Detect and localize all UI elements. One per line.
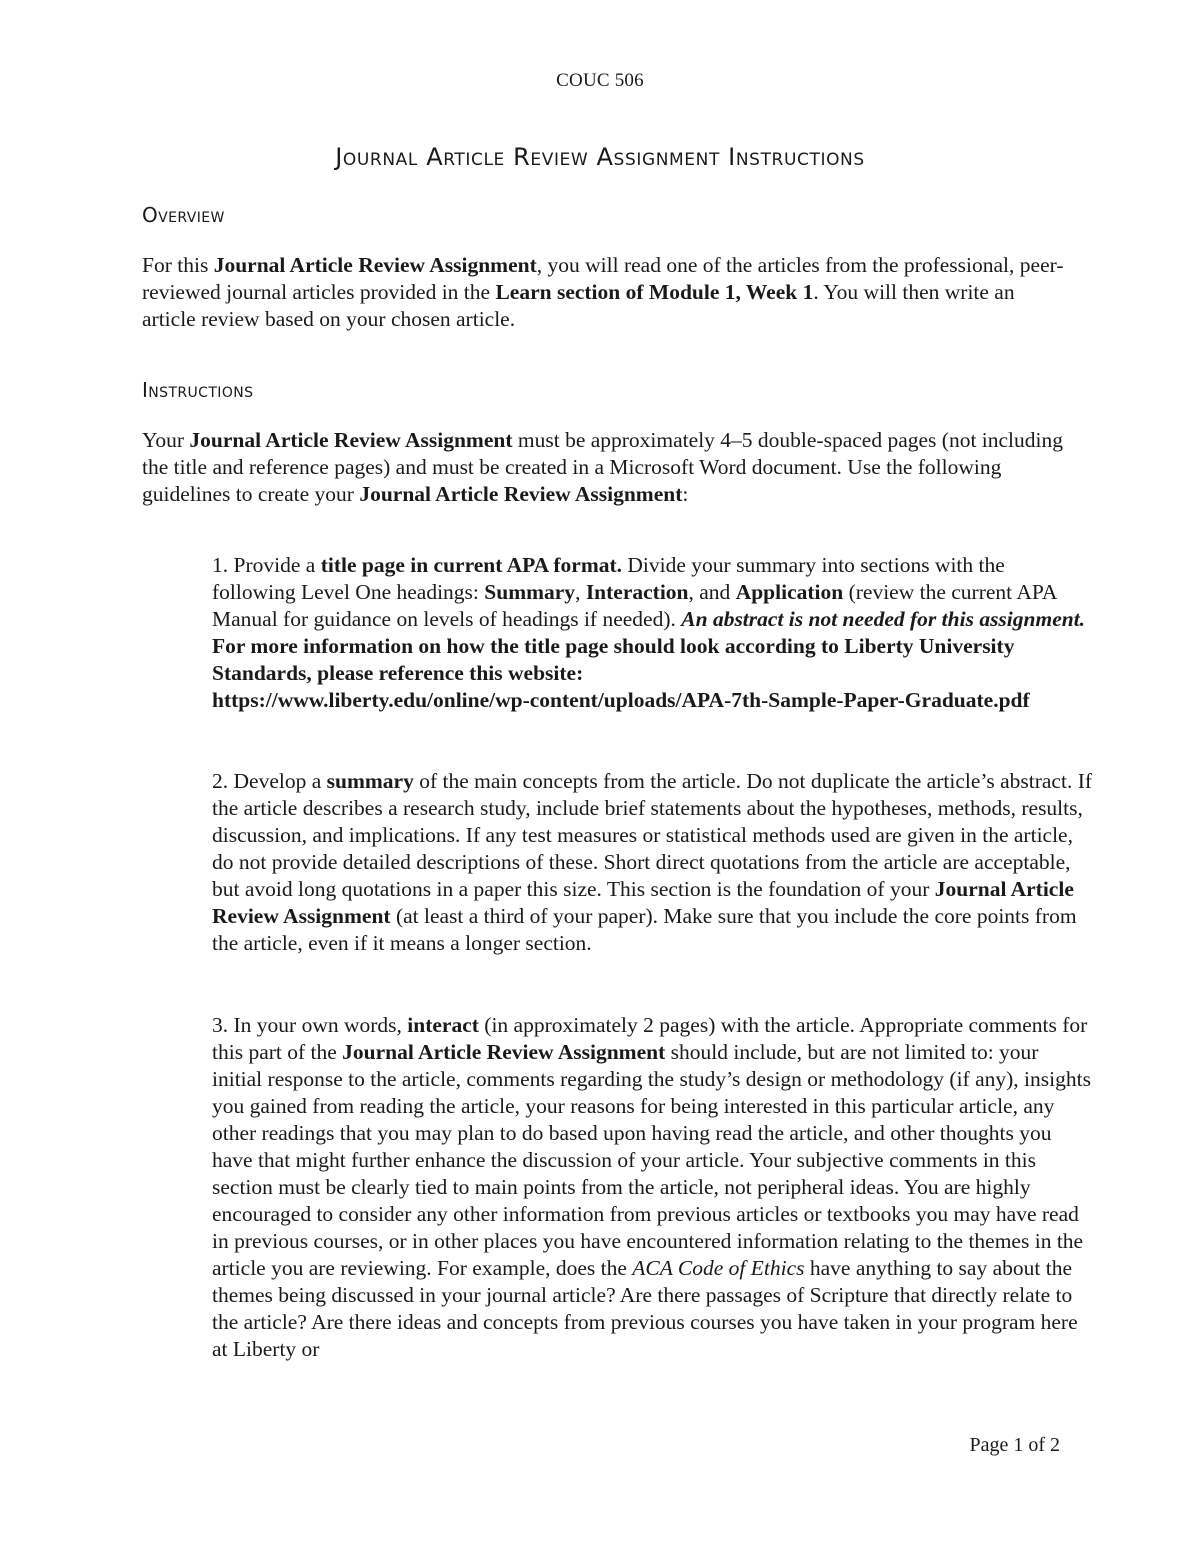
item-bold: interact: [407, 1013, 479, 1037]
item-text: 3. In your own words,: [212, 1013, 408, 1037]
instructions-text: must be approximately 4–5 double-spaced pages (not including the title and reference pages) and must be created in a Microsoft Word document. Use the following guidelines to create your: [142, 428, 1064, 506]
overview-paragraph: [142, 252, 1072, 333]
item-bold: title page in current APA format.: [320, 553, 623, 577]
instructions-heading: Instructions: [142, 378, 254, 402]
item-text: ,: [575, 580, 586, 604]
item-text: 2. Develop a: [212, 769, 327, 793]
instructions-text: :: [682, 482, 689, 506]
item-text: 1. Provide a: [212, 553, 321, 577]
instructions-bold-assignment: Journal Article Review Assignment: [189, 428, 513, 452]
instructions-text: Your: [142, 428, 190, 452]
list-item-title-page: [212, 552, 1092, 714]
overview-bold-assignment: Journal Article Review Assignment: [213, 253, 537, 277]
overview-text: For this: [142, 253, 214, 277]
list-item-summary: [212, 768, 1092, 957]
item-bold: Journal Article Review Assignment: [212, 877, 1074, 928]
item-bold: For more information on how the title page should look according to Liberty University Standards, please reference this website:: [212, 634, 1015, 685]
item-bold: summary: [326, 769, 414, 793]
item-text: , and: [688, 580, 736, 604]
item-bold-italic: An abstract is not needed for this assignment.: [681, 607, 1086, 631]
item-text: have anything to say about the themes being discussed in your journal article? Are there passages of Scripture that directly relate to the article? Are there ideas and concepts from previous courses you have taken in your program here at Liberty or: [212, 1256, 1078, 1361]
item-bold: Summary: [484, 580, 576, 604]
item-bold: Interaction: [585, 580, 689, 604]
item-text: of the main concepts from the article. Do not duplicate the article’s abstract. If the article describes a research study, include brief statements about the hypotheses, methods, results, discussion, and implications. If any test measures or statistical methods used are given in the article, do not provide detailed descriptions of these. Short direct quotations from the article are acceptable, but avoid long quotations in a paper this size. This section is the foundation of your: [212, 769, 1093, 901]
list-item-interact: [212, 1012, 1092, 1363]
item-text: (at least a third of your paper). Make sure that you include the core points from the article, even if it means a longer section.: [212, 904, 1077, 955]
overview-text: , you will read one of the articles from the professional, peer-reviewed journal articles provided in the: [142, 253, 1064, 304]
item-italic: ACA Code of Ethics: [632, 1256, 805, 1280]
overview-heading: Overview: [142, 203, 225, 227]
document-title: Journal Article Review Assignment Instructions: [335, 143, 865, 171]
item-bold: Application: [735, 580, 844, 604]
overview-text: . You will then write an article review based on your chosen article.: [142, 280, 1015, 331]
overview-bold-module: Learn section of Module 1, Week 1: [495, 280, 814, 304]
course-code: COUC 506: [556, 70, 644, 91]
item-bold: Journal Article Review Assignment: [342, 1040, 666, 1064]
item-text: should include, but are not limited to: your initial response to the article, comments regarding the study’s design or methodology (if any), insights you gained from reading the article, your reasons for being interested in this particular article, any other readings that you may plan to do based upon having read the article, and other thoughts you have that might further enhance the discussion of your article. Your subjective comments in this section must be clearly tied to main points from the article, not peripheral ideas. You are highly encouraged to consider any other information from previous articles or textbooks you may have read in previous courses, or in other places you have encountered information relating to the themes in the article you are reviewing. For example, does the: [212, 1040, 1091, 1280]
item-text: Divide your summary into sections with the following Level One headings:: [212, 553, 1005, 604]
instructions-paragraph: [142, 427, 1072, 508]
instructions-bold-assignment: Journal Article Review Assignment: [359, 482, 683, 506]
item-text: (review the current APA Manual for guidance on levels of headings if needed).: [212, 580, 1057, 631]
apa-sample-link[interactable]: https://www.liberty.edu/online/wp-content/uploads/APA-7th-Sample-Paper-Graduate.pdf: [212, 688, 1030, 712]
item-text: (in approximately 2 pages) with the article. Appropriate comments for this part of the: [212, 1013, 1088, 1064]
page-number: Page 1 of 2: [969, 1434, 1060, 1456]
